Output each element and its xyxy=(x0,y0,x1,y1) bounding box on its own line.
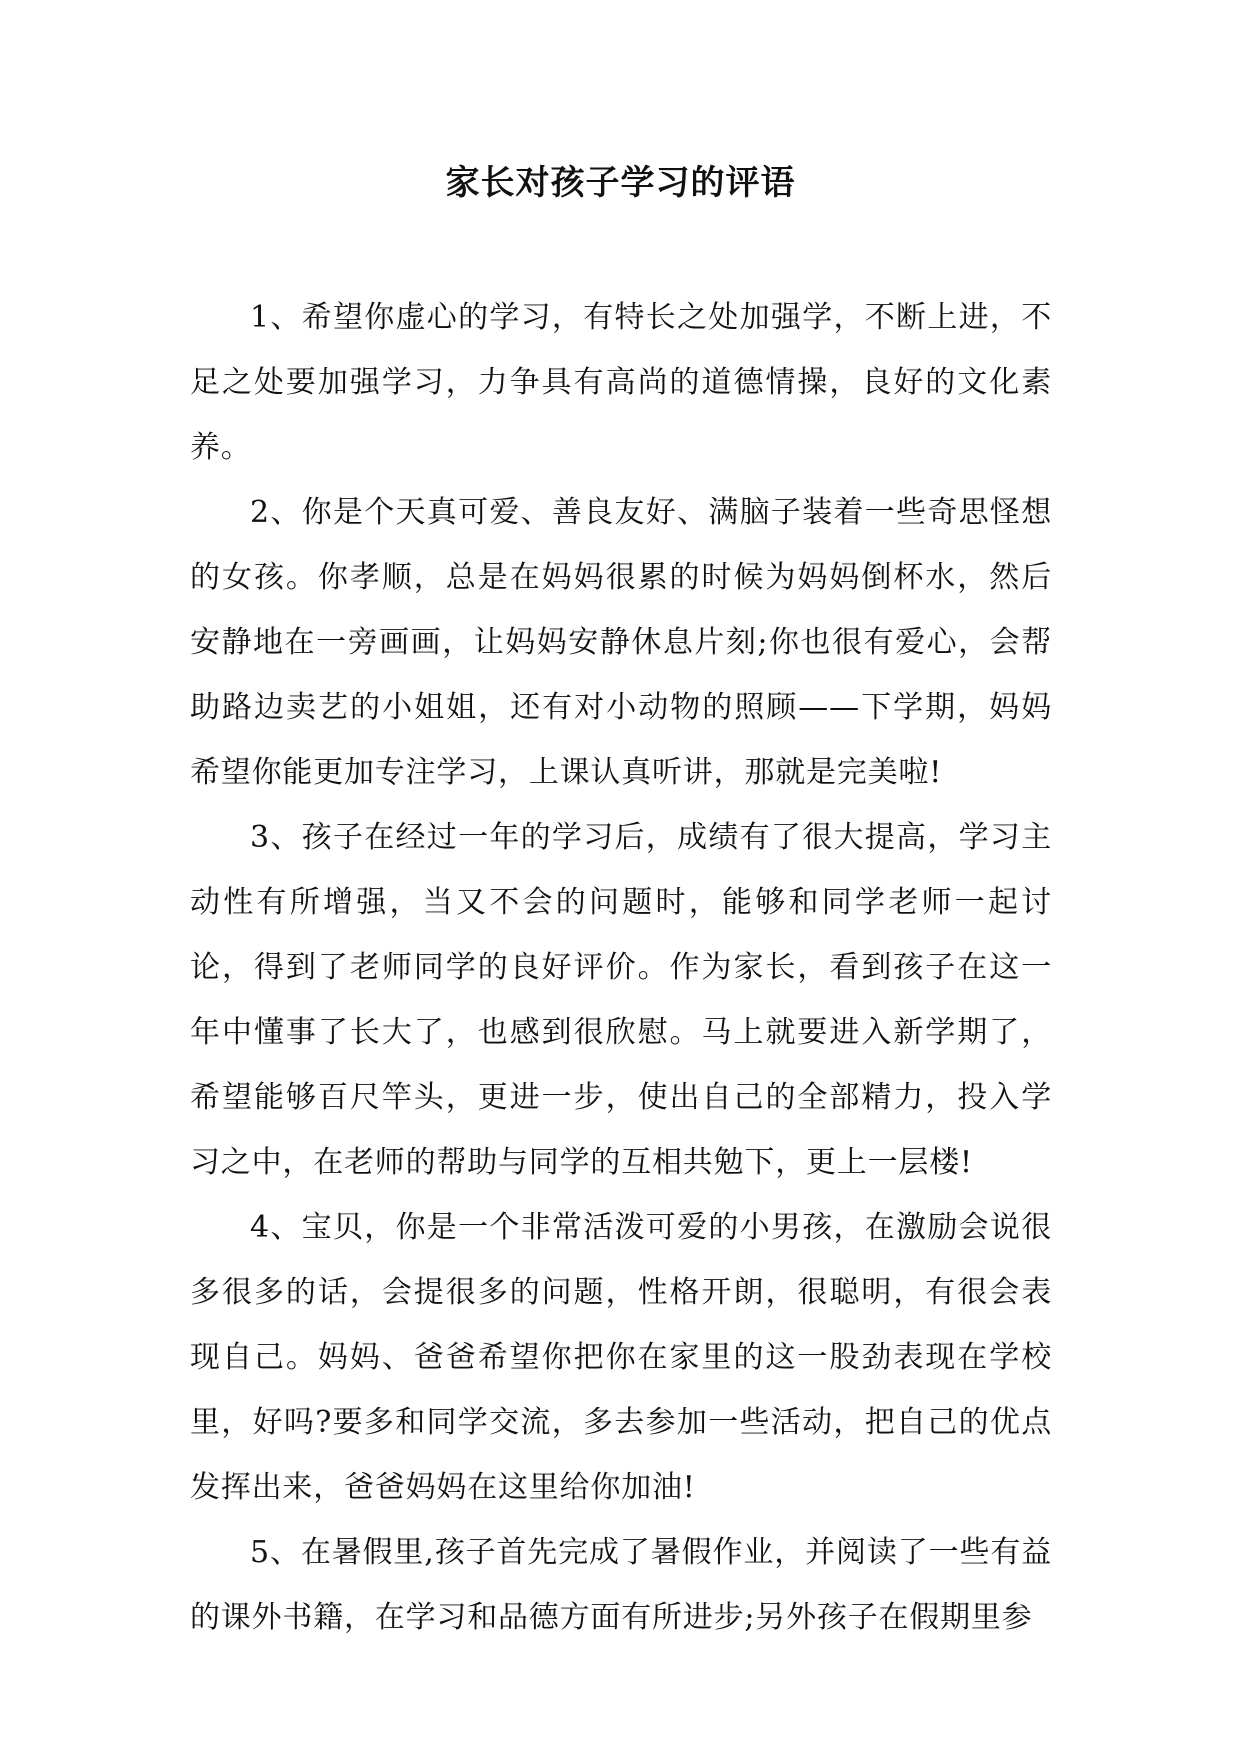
paragraph-4: 4、宝贝，你是一个非常活泼可爱的小男孩，在激励会说很多很多的话，会提很多的问题，性格开朗，很聪明，有很会表现自己。妈妈、爸爸希望你把你在家里的这一股劲表现在学校里，好吗?要多和同学交流，多去参加一些活动，把自己的优点发挥出来，爸爸妈妈在这里给你加油! xyxy=(190,1210,1052,1505)
paragraph-2: 2、你是个天真可爱、善良友好、满脑子装着一些奇思怪想的女孩。你孝顺，总是在妈妈很累的时候为妈妈倒杯水，然后安静地在一旁画画，让妈妈安静休息片刻;你也很有爱心，会帮助路边卖艺的小姐姐，还有对小动物的照顾——下学期，妈妈希望你能更加专注学习，上课认真听讲，那就是完美啦! xyxy=(190,495,1052,790)
paragraph-5: 5、在暑假里,孩子首先完成了暑假作业，并阅读了一些有益的课外书籍，在学习和品德方面有所进步;另外孩子在假期里参 xyxy=(190,1535,1052,1635)
paragraph-3: 3、孩子在经过一年的学习后，成绩有了很大提高，学习主动性有所增强，当又不会的问题时，能够和同学老师一起讨论，得到了老师同学的良好评价。作为家长，看到孩子在这一年中懂事了长大了，也感到很欣慰。马上就要进入新学期了，希望能够百尺竿头，更进一步，使出自己的全部精力，投入学习之中，在老师的帮助与同学的互相共勉下，更上一层楼! xyxy=(190,820,1052,1180)
paragraph-1: 1、希望你虚心的学习，有特长之处加强学，不断上进，不足之处要加强学习，力争具有高尚的道德情操，良好的文化素养。 xyxy=(190,300,1052,465)
document-title: 家长对孩子学习的评语 xyxy=(445,163,796,203)
document-body xyxy=(190,285,1052,1650)
